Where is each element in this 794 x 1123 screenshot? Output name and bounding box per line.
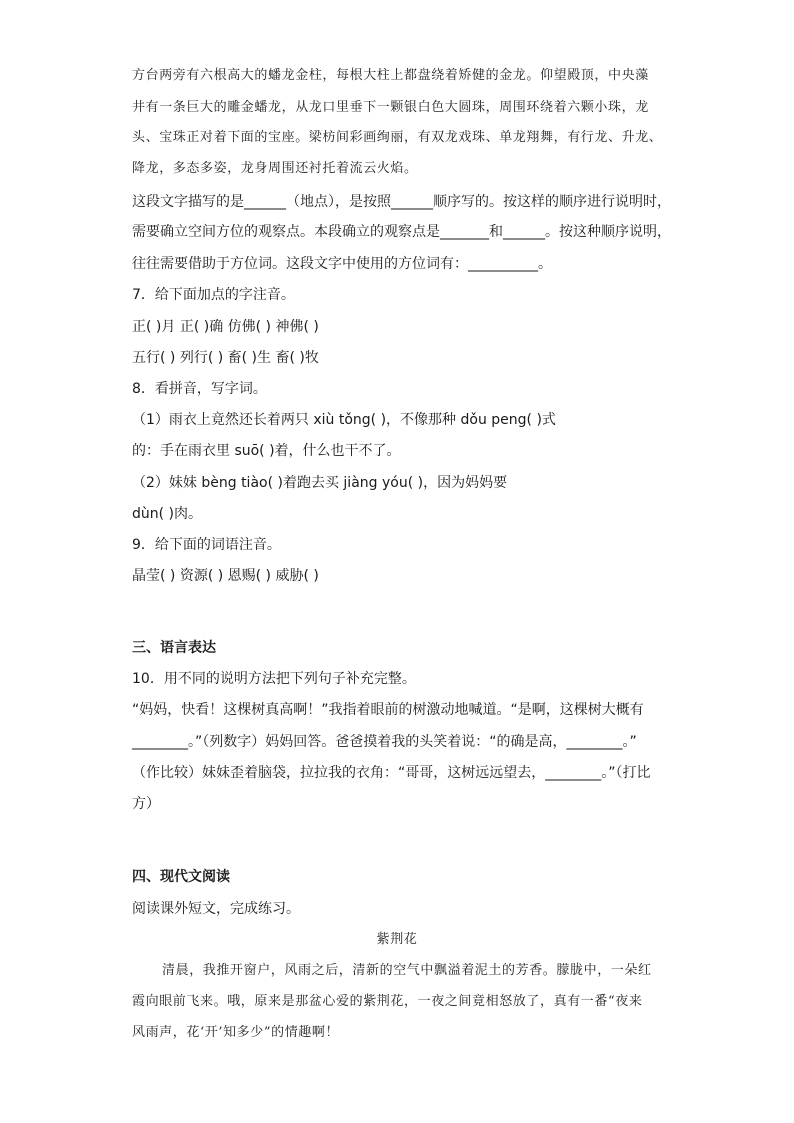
q6-line-3: 往往需要借助于方位词。这段文字中使用的方位词有：__________。 [132, 256, 552, 272]
section-4-heading: 四、现代文阅读 [132, 869, 230, 885]
article-line-1: 清晨，我推开窗户，风雨之后，清新的空气中飘溢着泥土的芳香。朦胧中，一朵红 [162, 963, 652, 978]
q7-title: 7．给下面加点的字注音。 [132, 287, 295, 303]
q10-line-2: ________。”（列数字）妈妈回答。爸爸摸着我的头笑着说：“的确是高，________。” [132, 734, 637, 750]
article-title: 紫荆花 [376, 932, 418, 947]
passage-line-1: 方台两旁有六根高大的蟠龙金柱，每根大柱上都盘绕着矫健的金龙。仰望殿顶，中央藻 [132, 68, 649, 83]
article-line-3: 风雨声，花‘开’知多少”的情趣啊！ [132, 1025, 340, 1040]
section-3-heading: 三、语言表达 [132, 640, 216, 656]
q6-line-1: 这段文字描写的是______（地点），是按照______顺序写的。按这样的顺序进行说明时， [132, 194, 671, 210]
q10-line-1: “妈妈，快看！这棵树真高啊！”我指着眼前的树激动地喊道。“是啊，这棵树大概有 [132, 702, 644, 718]
passage-line-3: 头、宝珠正对着下面的宝座。梁枋间彩画绚丽，有双龙戏珠、单龙翔舞，有行龙、升龙、 [132, 130, 663, 145]
q8-line-4: dùn( )肉。 [132, 506, 203, 522]
q7-row-2: 五行( ) 列行( ) 畜( )生 畜( )牧 [132, 350, 319, 366]
q10-title: 10．用不同的说明方法把下列句子补充完整。 [132, 671, 416, 687]
q8-line-1: （1）雨衣上竟然还长着两只 xiù tǒng( )，不像那种 dǒu peng( )式 [132, 412, 556, 428]
q7-row-1: 正( )月 正( )确 仿佛( ) 神佛( ) [132, 319, 319, 335]
q9-title: 9．给下面的词语注音。 [132, 537, 281, 553]
q10-line-4: 方） [132, 796, 160, 812]
q8-line-3: （2）妹妹 bèng tiào( )着跑去买 jiàng yóu( )，因为妈妈要 [132, 475, 508, 491]
passage-line-4: 降龙，多态多姿，龙身周围还衬托着流云火焰。 [132, 161, 418, 176]
q8-title: 8．看拼音，写字词。 [132, 381, 267, 397]
q8-line-2: 的：手在雨衣里 suō( )着，什么也干不了。 [132, 443, 401, 459]
reading-intro: 阅读课外短文，完成练习。 [132, 901, 300, 917]
q6-line-2: 需要确立空间方位的观察点。本段确立的观察点是_______和______。按这种顺序说明， [132, 224, 671, 240]
passage-line-2: 井有一条巨大的雕金蟠龙，从龙口里垂下一颗银白色大圆珠，周围环绕着六颗小珠，龙 [132, 100, 649, 115]
q10-line-3: （作比较）妹妹歪着脑袋，拉拉我的衣角：“哥哥，这树远远望去，________。”（打比 [132, 765, 651, 781]
q9-row: 晶莹( ) 资源( ) 恩赐( ) 威胁( ) [132, 568, 319, 584]
article-line-2: 霞向眼前飞来。哦，原来是那盆心爱的紫荆花，一夜之间竟相怒放了，真有一番“夜来 [132, 994, 643, 1009]
